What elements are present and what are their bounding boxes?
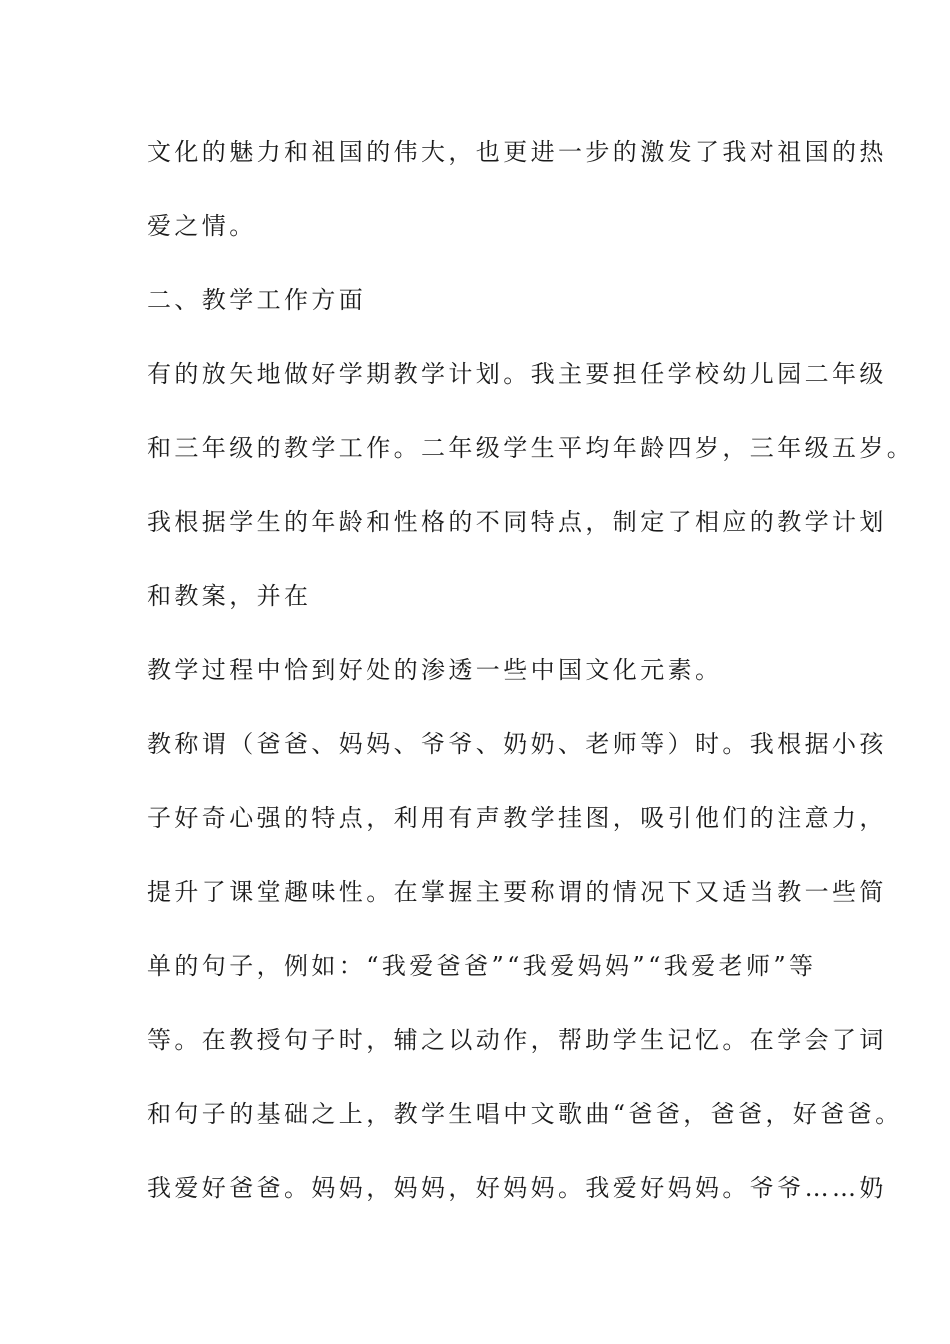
paragraph-line: 文化的魅力和祖国的伟大，也更进一步的激发了我对祖国的热 — [147, 138, 887, 166]
section-heading: 二、教学工作方面 — [147, 286, 367, 314]
paragraph-line: 和教案，并在 — [147, 582, 312, 610]
paragraph-line: 和句子的基础之上，教学生唱中文歌曲“爸爸，爸爸，好爸爸。 — [147, 1100, 903, 1128]
paragraph-line: 我爱好爸爸。妈妈，妈妈，好妈妈。我爱好妈妈。爷爷……奶 — [147, 1174, 887, 1202]
paragraph-line: 有的放矢地做好学期教学计划。我主要担任学校幼儿园二年级 — [147, 360, 887, 388]
paragraph-line: 等。在教授句子时，辅之以动作，帮助学生记忆。在学会了词 — [147, 1026, 887, 1054]
paragraph-line: 提升了课堂趣味性。在掌握主要称谓的情况下又适当教一些简 — [147, 878, 887, 906]
paragraph-line: 爱之情。 — [147, 212, 257, 240]
paragraph-line: 教称谓（爸爸、妈妈、爷爷、奶奶、老师等）时。我根据小孩 — [147, 730, 887, 758]
paragraph-line: 教学过程中恰到好处的渗透一些中国文化元素。 — [147, 656, 723, 684]
paragraph-line: 子好奇心强的特点，利用有声教学挂图，吸引他们的注意力， — [147, 804, 887, 832]
paragraph-line: 单的句子，例如：“我爱爸爸”“我爱妈妈”“我爱老师”等 — [147, 952, 817, 980]
paragraph-line: 和三年级的教学工作。二年级学生平均年龄四岁，三年级五岁。 — [147, 434, 915, 462]
paragraph-line: 我根据学生的年龄和性格的不同特点，制定了相应的教学计划 — [147, 508, 887, 536]
